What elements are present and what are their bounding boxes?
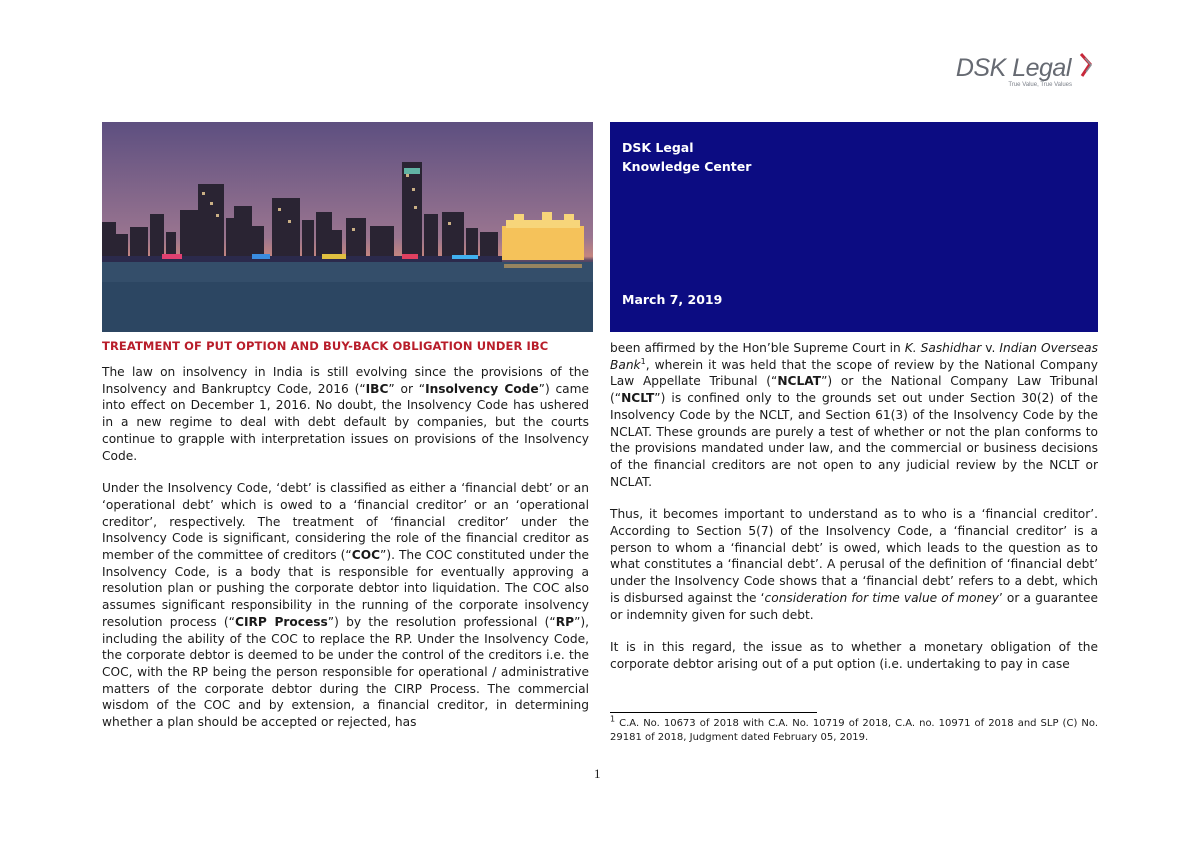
paragraph-4 — [610, 506, 1098, 623]
text-run: Insolvency Code — [425, 381, 539, 396]
dsk-legal-logo — [955, 52, 1094, 88]
text-run: K. Sashidhar — [904, 341, 982, 355]
text-run: 1 — [610, 714, 616, 724]
text-run: Under the Insolvency Code, ‘debt’ is classified as either a ‘financial debt’ or an ‘operational debt’ which is owed to a ‘financial creditor’ or an ‘operational creditor’, respectively. The treatment of ‘financial creditor’ under the Insolvency Code is significant, considering the role of the financial creditor as member of the committee of creditors (“ — [102, 481, 589, 563]
text-run: v. — [981, 341, 1000, 355]
box-title-line2: Knowledge Center — [622, 159, 752, 174]
text-run: been affirmed by the Hon’ble Supreme Court in — [610, 341, 905, 355]
publication-date: March 7, 2019 — [622, 292, 723, 307]
text-run: COC — [351, 548, 381, 563]
text-run: consideration for time value of money — [764, 590, 999, 605]
paragraph-5 — [610, 639, 1098, 672]
logo-chevron-icon — [1078, 52, 1094, 80]
text-run: ”) or the National Company Law Tribunal (“ — [610, 374, 1098, 406]
paragraph-1 — [102, 364, 589, 464]
text-run: CIRP Process — [235, 614, 328, 629]
text-run: Thus, it becomes important to understand as to who is a ‘financial creditor’. According to Section 5(7) of the Insolvency Code, a ‘financial creditor’ is a person to whom a ‘financial debt’ is owed, which leads to the question as to what constitutes a ‘financial debt’. A perusal of the definition of ‘financial debt’ under the Insolvency Code shows that a ‘financial debt’ refers to a debt, which is disbursed against the ‘ — [610, 507, 1098, 605]
logo-tagline: True Value, True Values — [1008, 82, 1072, 88]
text-run: C.A. No. 10673 of 2018 with C.A. No. 10719 of 2018, C.A. no. 10971 of 2018 and SLP (C) No. 29181 of 2018, Judgment dated February 05, 2019. — [610, 718, 1098, 743]
text-run: NCLT — [621, 391, 655, 406]
text-run: , wherein it was held that the scope of review by the National Company Law Appellate Tribunal (“ — [610, 357, 1098, 389]
box-title-line1: DSK Legal — [622, 140, 694, 155]
logo-text: DSK Legal — [955, 54, 1071, 82]
text-run: ’ or a guarantee or indemnity given for such debt. — [610, 590, 1099, 622]
footnote-1 — [610, 714, 1098, 745]
text-run: ”) is confined only to the grounds set out under Section 30(2) of the Insolvency Code by the NCLT, and Section 61(3) of the Insolvency Code by the NCLAT. These grounds are purely a test of whether or not the plan conforms to the provisions mandated under law, and the commercial or business decisions of the financial creditors are not open to any judicial review by the NCLT or NCLAT. — [610, 391, 1098, 489]
text-run: Indian Overseas Bank — [610, 341, 1098, 372]
article-heading: TREATMENT OF PUT OPTION AND BUY-BACK OBLIGATION UNDER IBC — [102, 339, 549, 353]
knowledge-center-box — [610, 122, 1098, 332]
text-run: IBC — [365, 381, 389, 396]
skyline-image — [102, 122, 593, 332]
text-run: ”) came into effect on December 1, 2016. No doubt, the Insolvency Code has ushered in a new regime to deal with debt default by companies, but the courts continue to grapple with interpretation issues on provisions of the Insolvency Code. — [102, 381, 590, 463]
text-run: NCLAT — [777, 374, 822, 389]
footnote-separator — [610, 712, 817, 713]
text-run: RP — [555, 614, 575, 629]
skyline-illustration — [102, 122, 593, 332]
text-run: The law on insolvency in India is still evolving since the provisions of the Insolvency and Bankruptcy Code, 2016 (“ — [102, 365, 589, 396]
page-number: 1 — [594, 766, 601, 781]
right-column — [610, 340, 1098, 689]
text-run: ”), including the ability of the COC to replace the RP. Under the Insolvency Code, the corporate debtor is deemed to be under the control of the creditors i.e. the COC, with the RP being the person responsible for operational / administrative matters of the corporate debtor during the CIRP Process. The commercial wisdom of the COC and by extension, a financial creditor, in determining whether a plan should be accepted or rejected, has — [102, 614, 590, 730]
text-run: ”). The COC constituted under the Insolvency Code, is a body that is responsible for eventually approving a resolution plan or pushing the corporate debtor into liquidation. The COC also assumes significant responsibility in the running of the corporate insolvency resolution process (“ — [102, 548, 590, 629]
text-run: It is in this regard, the issue as to whether a monetary obligation of the corporate debtor arising out of a put option (i.e. undertaking to pay in case — [610, 640, 1098, 671]
text-run: ” or “ — [388, 381, 426, 396]
text-run: ”) by the resolution professional (“ — [327, 614, 556, 629]
paragraph-2 — [102, 480, 589, 731]
text-run: 1 — [640, 356, 646, 366]
paragraph-3 — [610, 340, 1098, 490]
left-column — [102, 364, 589, 747]
